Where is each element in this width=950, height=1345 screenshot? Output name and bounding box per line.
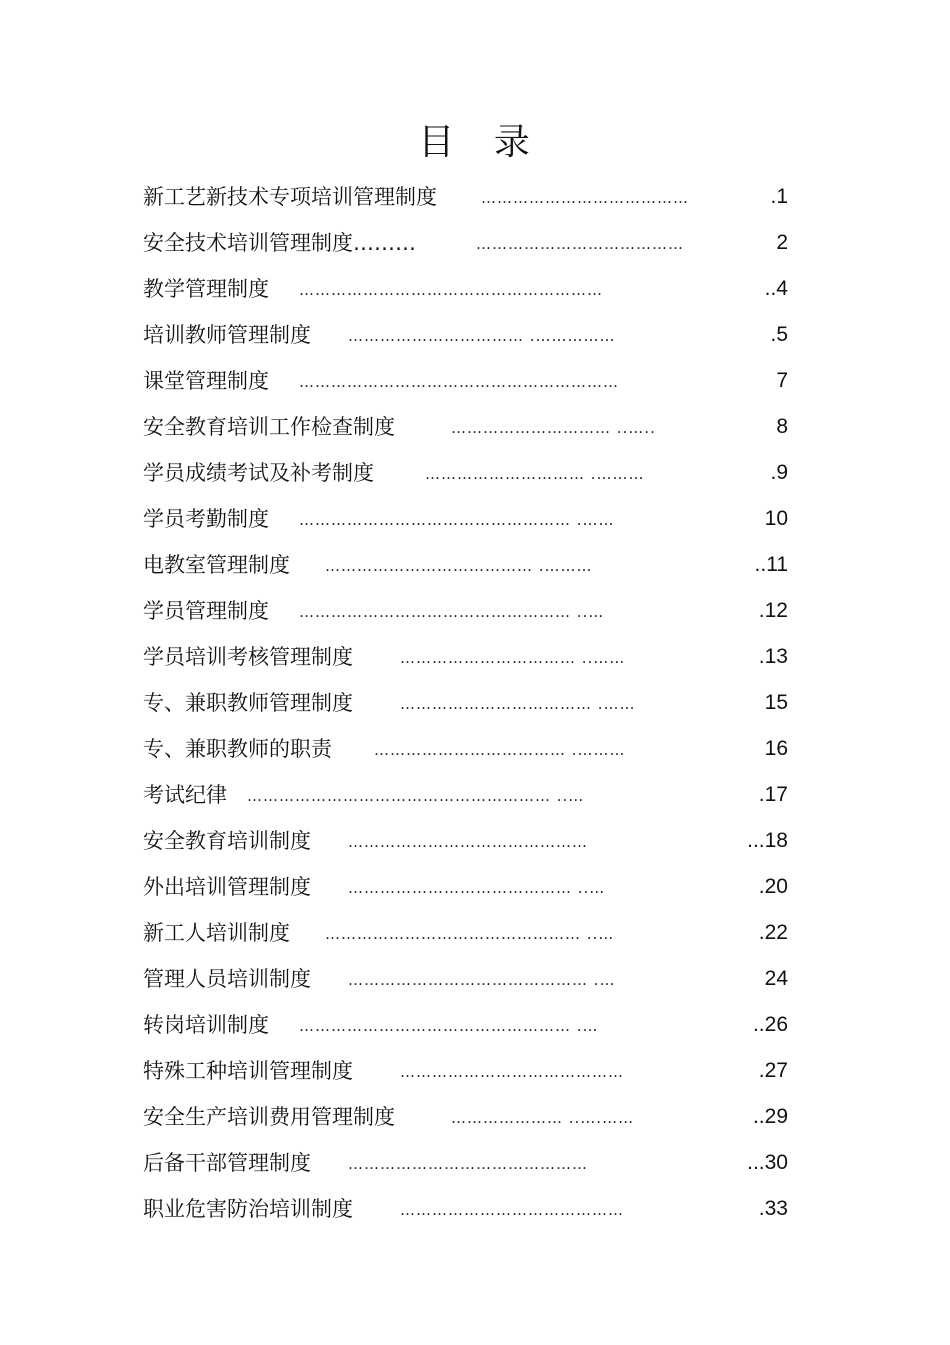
toc-entry-title: 职业危害防治培训制度: [143, 1197, 353, 1221]
toc-entry-page: ..26: [752, 1013, 788, 1036]
toc-entry-page: .33: [758, 1197, 788, 1220]
toc-entry-page: 8: [776, 415, 788, 438]
toc-entry-leader: …………………………… ..……: [400, 649, 626, 667]
toc-entry-page: .9: [770, 461, 788, 484]
toc-entry-page: .20: [758, 875, 788, 898]
toc-entry-leader: ………………………… ..…..: [451, 419, 656, 437]
toc-entry-page: ..4: [764, 277, 788, 300]
toc-entry-title: 后备干部管理制度: [143, 1151, 311, 1175]
toc-entry-leader: …………………………………………… .……: [299, 511, 615, 529]
toc-entry-leader: …………………………………………… .…: [299, 1017, 599, 1035]
toc-entry-title: 专、兼职教师的职责: [143, 737, 332, 761]
toc-entry-page: ..11: [754, 553, 788, 576]
toc-entry-title: 学员成绩考试及补考制度: [143, 461, 374, 485]
toc-entry-leader: ……………………………………: [400, 1063, 624, 1081]
toc-entry-page: 10: [764, 507, 788, 530]
toc-entry-leader: ………………………………… .………: [325, 557, 593, 575]
toc-entry: [143, 1194, 803, 1224]
toc-entry-title: 转岗培训制度: [143, 1013, 269, 1037]
toc-entry-title: 培训教师管理制度: [143, 323, 311, 347]
toc-entry-leader: ……………………………………… .…: [348, 971, 616, 989]
toc-entry-title: 外出培训管理制度: [143, 875, 311, 899]
toc-entry-page: .13: [758, 645, 788, 668]
toc-entry: [143, 366, 803, 396]
toc-entry: [143, 642, 803, 672]
toc-entry: [143, 1010, 803, 1040]
toc-entry: [143, 228, 803, 258]
toc-entry-page: 15: [764, 691, 788, 714]
toc-entry-title: 考试纪律: [143, 783, 227, 807]
toc-entry-title: 特殊工种培训管理制度: [143, 1059, 353, 1083]
toc-entry: [143, 918, 803, 948]
toc-entry-title: 安全教育培训制度: [143, 829, 311, 853]
toc-entry: [143, 780, 803, 810]
toc-entry-page: .22: [758, 921, 788, 944]
toc-entry-leader: ………………………………………………… ..…: [247, 787, 585, 805]
toc-entry-leader: …………………………………………… ..…: [299, 603, 605, 621]
toc-entry: [143, 274, 803, 304]
toc-entry-title: 新工人培训制度: [143, 921, 290, 945]
toc-entry-leader: …………………………………………………: [299, 281, 603, 299]
toc-entry: [143, 734, 803, 764]
toc-entry-title: 安全技术培训管理制度………: [143, 231, 416, 255]
toc-entry-page: 7: [776, 369, 788, 392]
toc-entry-page: .17: [758, 783, 788, 806]
toc-entry: [143, 458, 803, 488]
toc-entry: [143, 1148, 803, 1178]
toc-entry-leader: …………………………………… ..…: [348, 879, 606, 897]
toc-entry-title: 安全生产培训费用管理制度: [143, 1105, 395, 1129]
toc-entry: [143, 596, 803, 626]
toc-entry: [143, 964, 803, 994]
toc-entry-title: 安全教育培训工作检查制度: [143, 415, 395, 439]
toc-entry-page: .27: [758, 1059, 788, 1082]
toc-entry-title: 学员培训考核管理制度: [143, 645, 353, 669]
toc-entry-title: 学员管理制度: [143, 599, 269, 623]
toc-entry-leader: ……………………………………………………: [299, 373, 619, 391]
toc-entry-title: 新工艺新技术专项培训管理制度: [143, 185, 437, 209]
toc-entry: [143, 1102, 803, 1132]
toc-entry-leader: ………………………………………: [348, 1155, 588, 1173]
toc-entry: [143, 412, 803, 442]
toc-entry-title: 电教室管理制度: [143, 553, 290, 577]
toc-entry: [143, 1056, 803, 1086]
toc-entry-title: 课堂管理制度: [143, 369, 269, 393]
toc-entry-leader: ………………………… .………: [425, 465, 645, 483]
toc-entry-title: 教学管理制度: [143, 277, 269, 301]
toc-entry-page: .5: [770, 323, 788, 346]
toc-entry-leader: ………………… ..….……: [451, 1109, 635, 1127]
toc-entry: [143, 182, 803, 212]
toc-entry-title: 学员考勤制度: [143, 507, 269, 531]
toc-entry-title: 管理人员培训制度: [143, 967, 311, 991]
toc-entry: [143, 872, 803, 902]
toc-entry: [143, 550, 803, 580]
toc-entry: [143, 320, 803, 350]
toc-entry-leader: …………………………… .……………: [348, 327, 616, 345]
toc-entry-leader: …………………………………: [481, 189, 689, 207]
toc-entry-page: .12: [758, 599, 788, 622]
toc-entry-page: 24: [764, 967, 788, 990]
toc-entry-page: ..29: [752, 1105, 788, 1128]
toc-entry-leader: ………………………………………… ..…: [325, 925, 615, 943]
toc-entry-leader: ……………………………… .………: [374, 741, 626, 759]
toc-entry-leader: ………………………………………: [348, 833, 588, 851]
toc-entry: [143, 826, 803, 856]
toc-entry-page: 16: [764, 737, 788, 760]
toc-entry-title: 专、兼职教师管理制度: [143, 691, 353, 715]
toc-entry-page: ...30: [747, 1151, 788, 1174]
toc-entry-leader: ……………………………………: [400, 1201, 624, 1219]
page-title: 目 录: [418, 122, 532, 163]
toc-entry-leader: …………………………………: [476, 235, 684, 253]
toc-entry-page: 2: [776, 231, 788, 254]
toc-entry: [143, 504, 803, 534]
toc-entry: [143, 688, 803, 718]
toc-entry-page: .1: [770, 185, 788, 208]
toc-entry-page: ...18: [747, 829, 788, 852]
toc-entry-leader: ……………………………… .……: [400, 695, 636, 713]
